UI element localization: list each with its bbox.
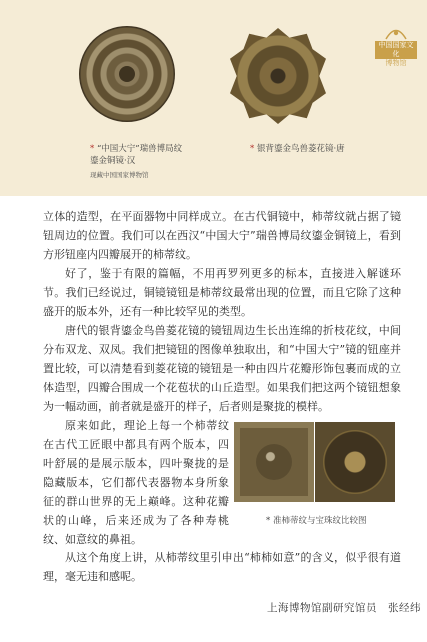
paragraph-5: 从这个角度上讲，从柿蒂纹里引申出“柿柿如意”的含义，似乎很有道理，毫无违和感呢。 <box>43 551 401 583</box>
caption-han-mirror: * “中国大宁”瑞兽博局纹鎏金铜镜·汉 <box>90 144 183 166</box>
caption-star-icon: * <box>250 144 255 154</box>
article-tail <box>43 548 401 586</box>
caption-star-icon: * <box>266 516 271 526</box>
caption-star-icon: * <box>90 144 95 154</box>
mirror-knob <box>119 66 135 82</box>
image-band <box>0 0 427 196</box>
author-signature: 上海博物馆副研究馆员 张经纬 <box>267 602 421 614</box>
tang-knob-detail-image <box>315 422 395 502</box>
logo-line1: 中国国家文化 <box>375 41 417 59</box>
article-body <box>43 207 401 416</box>
han-knob-detail-image <box>234 422 314 502</box>
article-wrap-text <box>43 416 229 549</box>
paragraph-2: 好了，鉴于有限的篇幅，不用再罗列更多的标本，直接进入解谜环节。我们已经说过，铜镜镜钮是柿蒂纹最常出现的位置，而且它除了这种盛开的版本外，还有一种比较罕见的类型。 <box>43 267 401 318</box>
paragraph-4: 原来如此，理论上每一个柿蒂纹在古代工匠眼中都具有两个版本，四叶舒展的是展示版本，四叶聚拢的是隐藏版本，它们都代表器物本身所象征的群山世界的无上巅峰。这种花瓣状的山峰，后来还成为了各种寿桃纹、如意纹的鼻祖。 <box>43 419 229 546</box>
paragraph-3: 唐代的银背鎏金鸟兽菱花镜的镜钮周边生长出连绵的折枝花纹，中间分布双龙、双凤。我们把镜钮的图像单独取出，和“中国大宁”镜的钮座并置比较，可以清楚看到菱花镜的镜钮是一种由四片花瓣形饰包裹而成的立体造型，四瓣合围成一个花苞状的山丘造型。如果我们把这两个镜钮想象为一幅动画，前者就是盛开的样子，后者则是聚拢的模样。 <box>43 324 401 413</box>
han-mirror-image <box>79 26 175 122</box>
caption-tang-mirror: * 银背鎏金鸟兽菱花镜·唐 <box>250 144 345 154</box>
ornament-icon <box>385 26 407 40</box>
caption-details: * 准柿蒂纹与宝珠纹比较图 <box>266 516 367 526</box>
caption-han-collection: 现藏中国国家博物馆 <box>90 171 149 179</box>
paragraph-1: 立体的造型，在平面器物中同样成立。在古代铜镜中，柿蒂纹就占据了镜钮周边的位置。我们可以在西汉“中国大宁”瑞兽博局纹鎏金铜镜上，看到方形钮座内四瓣展开的柿蒂纹。 <box>43 210 401 261</box>
logo-line2: 博物馆 <box>385 59 407 67</box>
museum-logo <box>375 26 417 68</box>
